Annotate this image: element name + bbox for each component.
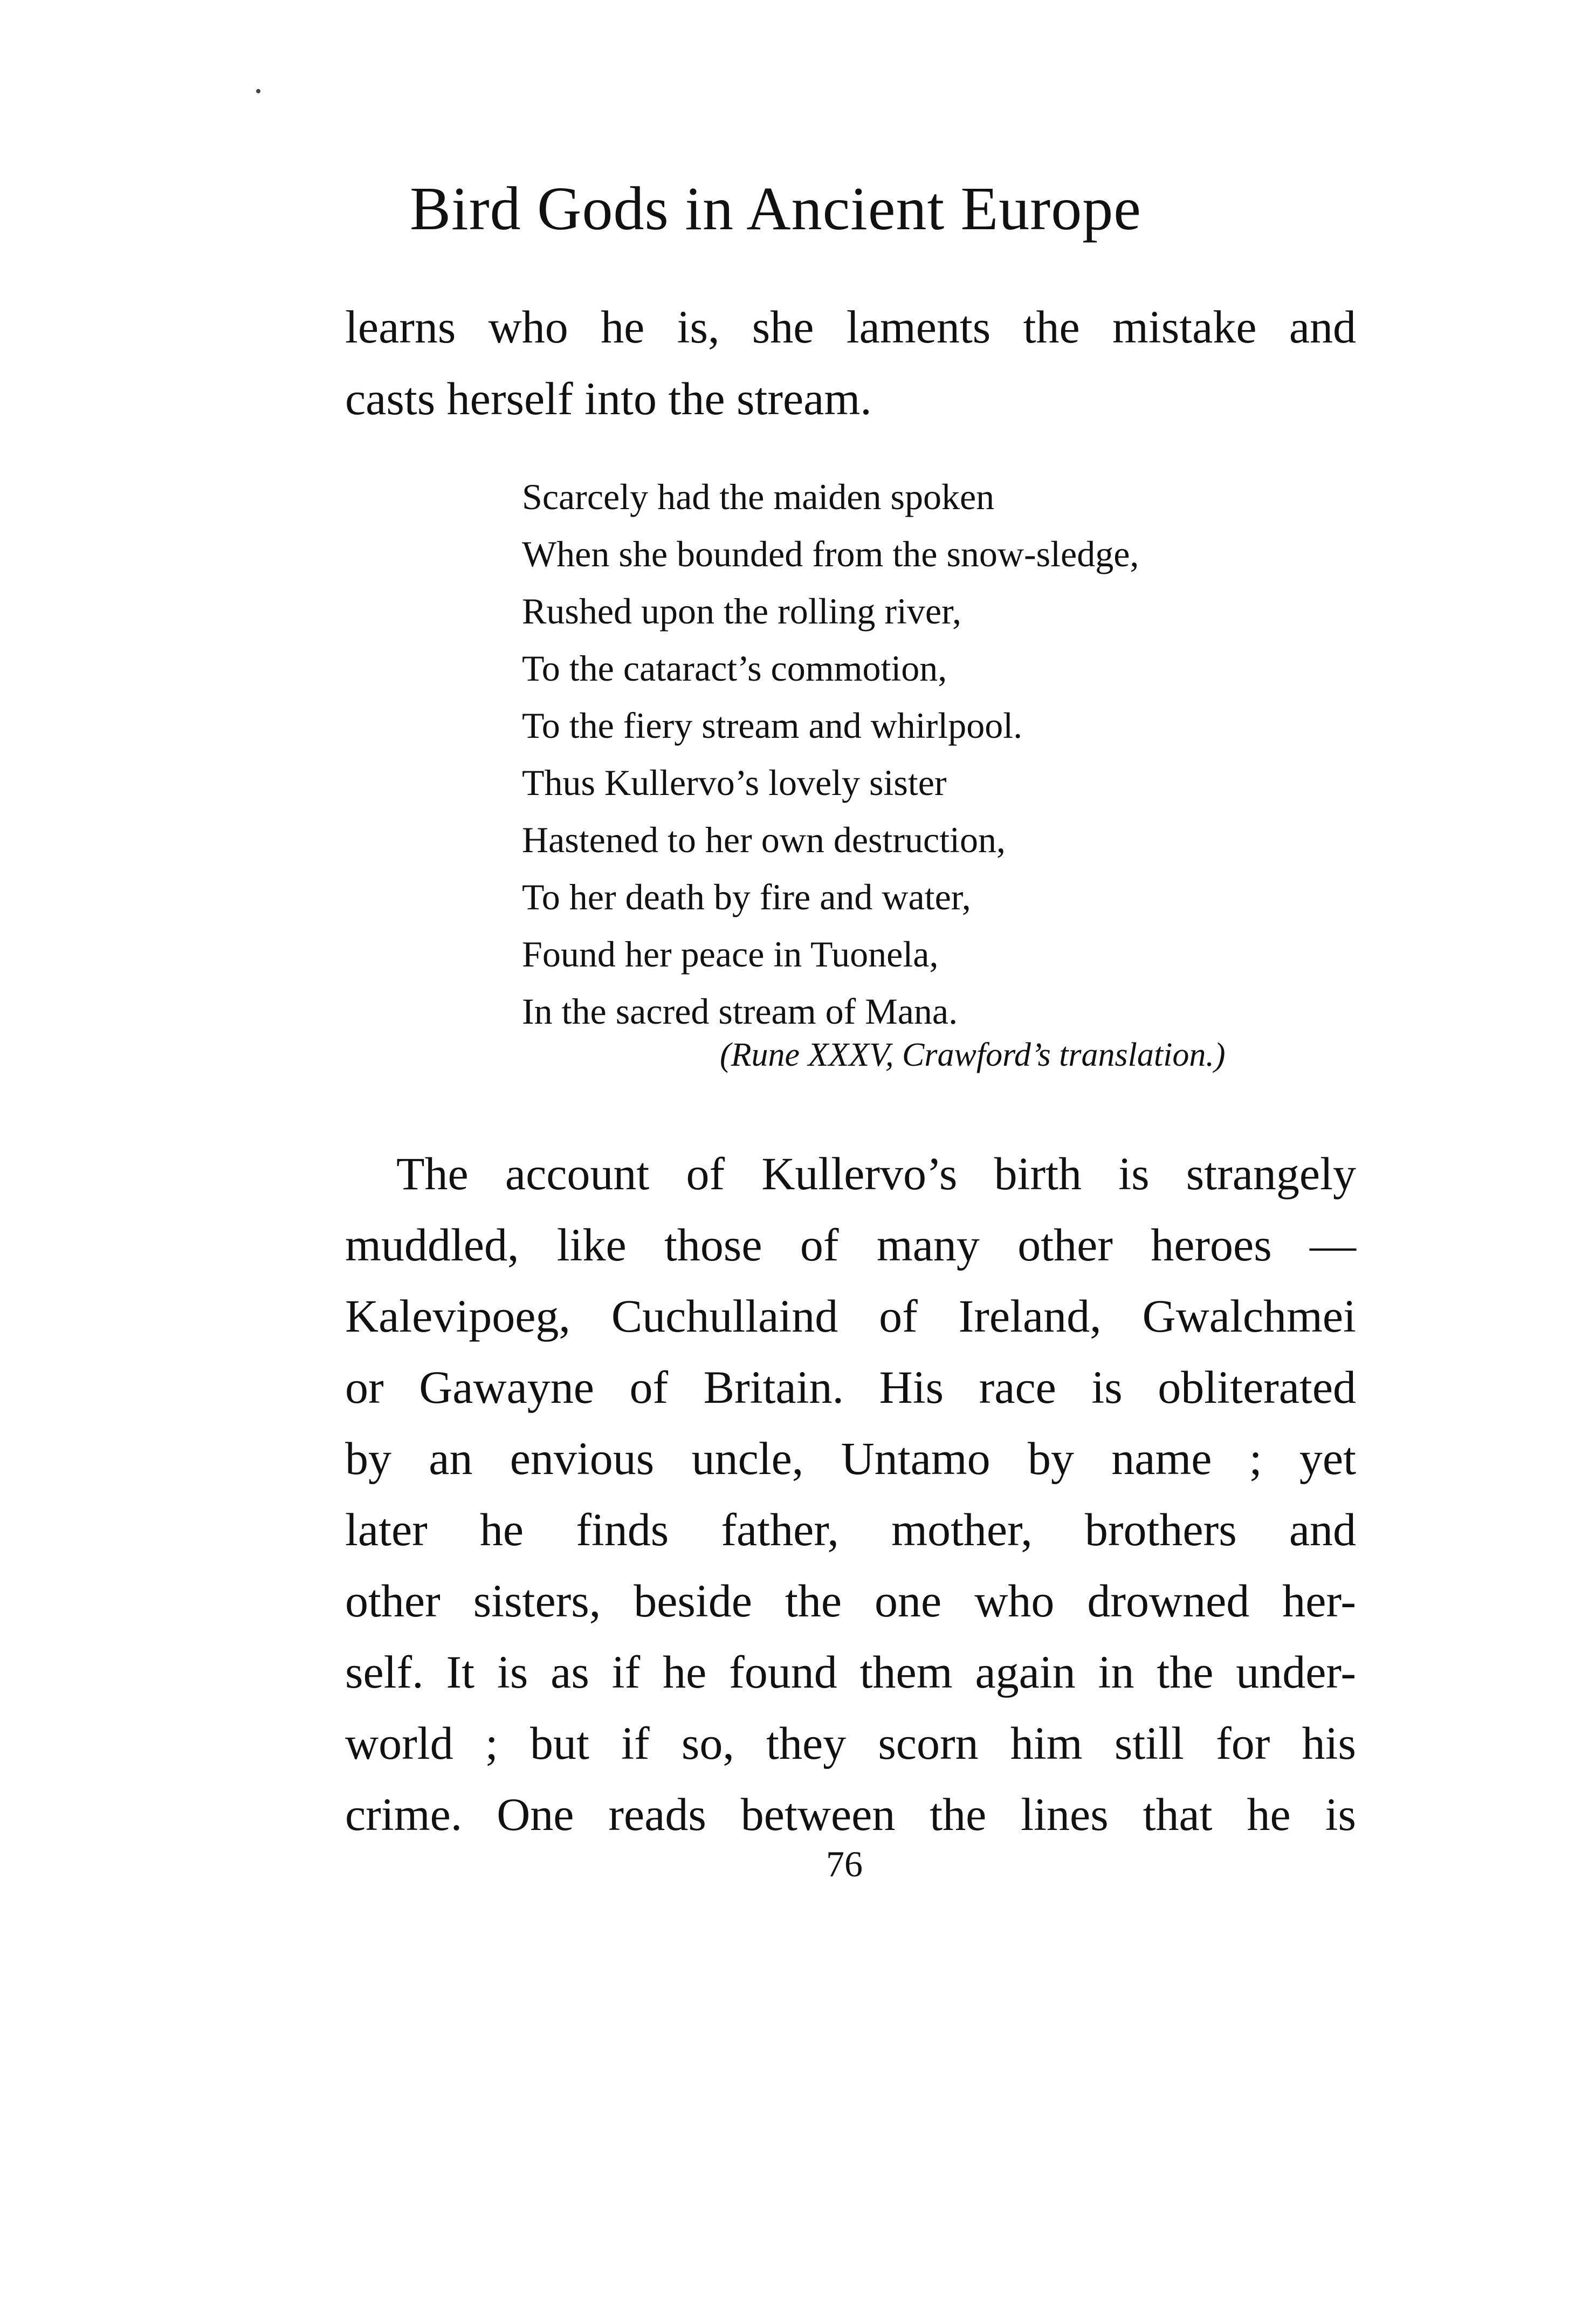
verse-line: To the cataract’s commotion, xyxy=(522,648,947,689)
body-line: crime. One reads between the lines that he is xyxy=(345,1788,1356,1840)
body-line: or Gawayne of Britain. His race is obliterated xyxy=(345,1361,1356,1413)
verse-line: When she bounded from the snow-sledge, xyxy=(522,533,1139,574)
body-line: later he finds father, mother, brothers and xyxy=(345,1504,1356,1555)
verse-line: Found her peace in Tuonela, xyxy=(522,934,939,975)
lead-paragraph xyxy=(345,291,1356,435)
print-speck xyxy=(256,89,260,93)
body-line: The account of Kullervo’s birth is strangely xyxy=(396,1148,1356,1199)
verse-line: To the fiery stream and whirlpool. xyxy=(522,705,1023,746)
verse-line: In the sacred stream of Mana. xyxy=(522,991,958,1032)
verse-quotation xyxy=(522,468,1277,1040)
body-line: world ; but if so, they scorn him still for his xyxy=(345,1717,1356,1769)
body-line: by an envious uncle, Untamo by name ; yet xyxy=(345,1432,1356,1484)
lead-line: casts herself into the stream. xyxy=(345,373,872,424)
verse-line: To her death by fire and water, xyxy=(522,876,971,917)
lead-line: learns who he is, she laments the mistake and xyxy=(345,301,1356,353)
verse-line: Thus Kullervo’s lovely sister xyxy=(522,762,947,803)
verse-citation: (Rune XXXV, Crawford’s translation.) xyxy=(720,1037,1226,1073)
body-line: self. It is as if he found them again in the under- xyxy=(345,1646,1356,1698)
verse-line: Scarcely had the maiden spoken xyxy=(522,476,995,517)
page-number: 76 xyxy=(826,1843,863,1884)
body-line: muddled, like those of many other heroes — xyxy=(345,1219,1356,1271)
body-line: Kalevipoeg, Cuchullaind of Ireland, Gwalchmei xyxy=(345,1290,1356,1342)
body-line: other sisters, beside the one who drowned her- xyxy=(345,1575,1356,1627)
running-head: Bird Gods in Ancient Europe xyxy=(410,174,1141,243)
verse-line: Rushed upon the rolling river, xyxy=(522,591,962,632)
body-paragraph xyxy=(345,1138,1356,1850)
verse-line: Hastened to her own destruction, xyxy=(522,819,1006,860)
